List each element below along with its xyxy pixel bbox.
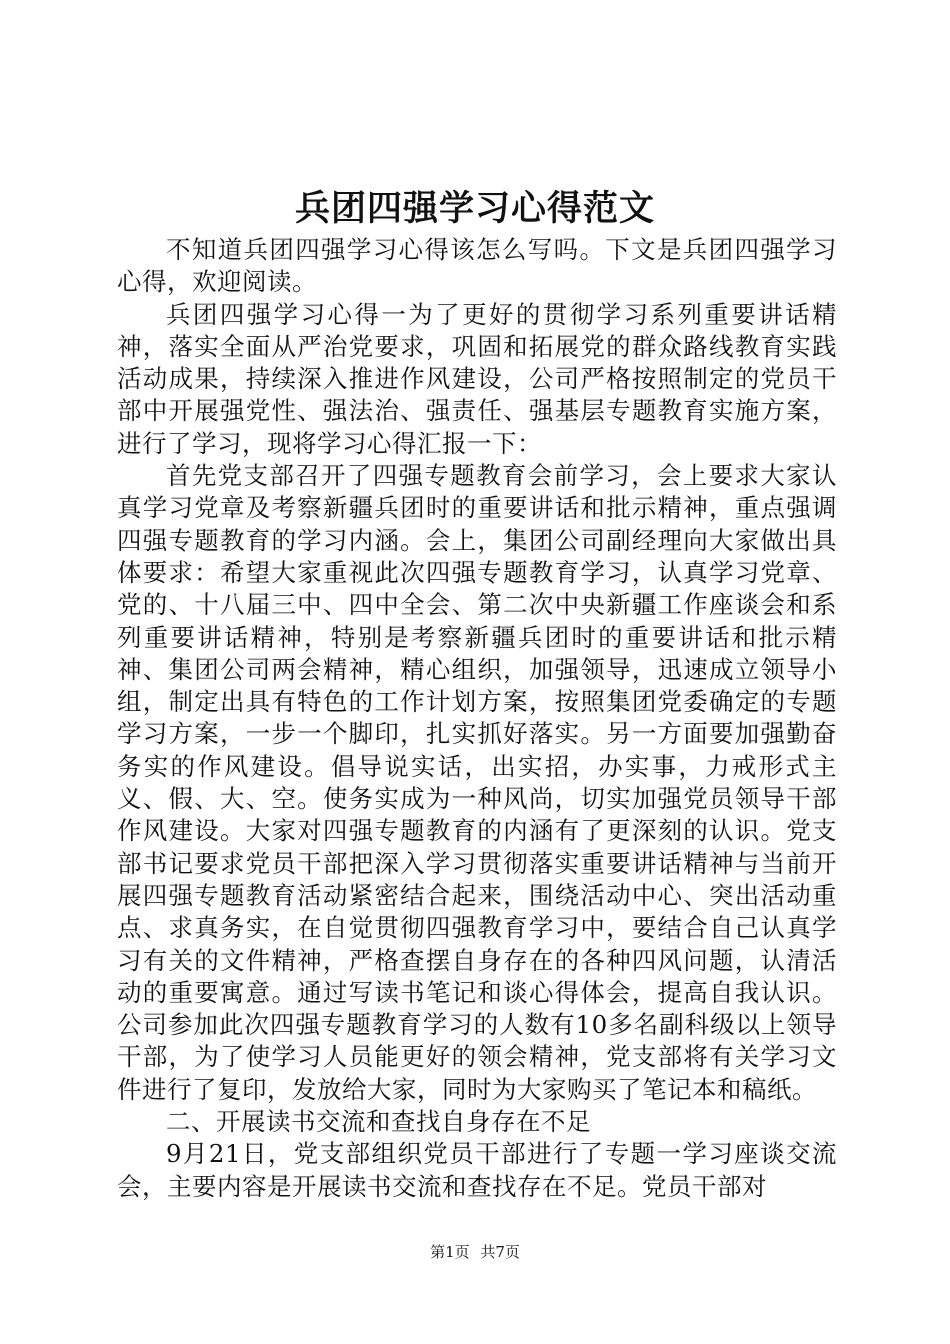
document-title: 兵团四强学习心得范文 xyxy=(294,188,655,229)
paragraph-3: 9月21日，党支部组织党员干部进行了专题一学习座谈交流会，主要内容是开展读书交流和查找存在不足。党员干部对 xyxy=(117,1139,837,1201)
paragraph-intro: 不知道兵团四强学习心得该怎么写吗。下文是兵团四强学习心得，欢迎阅读。 xyxy=(117,235,837,297)
page-footer xyxy=(0,1242,950,1262)
page-total: 共7页 xyxy=(480,1243,520,1261)
paragraph-1: 兵团四强学习心得一为了更好的贯彻学习系列重要讲话精神，落实全面从严治党要求，巩固和拓展党的群众路线教育实践活动成果，持续深入推进作风建设，公司严格按照制定的党员干部中开展强党性、强法治、强责任、强基层专题教育实施方案，进行了学习，现将学习心得汇报一下： xyxy=(117,299,837,458)
paragraph-2: 首先党支部召开了四强专题教育会前学习，会上要求大家认真学习党章及考察新疆兵团时的重要讲话和批示精神，重点强调四强专题教育的学习内涵。会上，集团公司副经理向大家做出具体要求：希望大家重视此次四强专题教育学习，认真学习党章、党的、十八届三中、四中全会、第二次中央新疆工作座谈会和系列重要讲话精神，特别是考察新疆兵团时的重要讲话和批示精神、集团公司两会精神，精心组织，加强领导，迅速成立领导小组，制定出具有特色的工作计划方案，按照集团党委确定的专题学习方案，一步一个脚印，扎实抓好落实。另一方面要加强勤奋务实的作风建设。倡导说实话，出实招，办实事，力戒形式主义、假、大、空。使务实成为一种风尚，切实加强党员领导干部作风建设。大家对四强专题教育的内涵有了更深刻的认识。党支部书记要求党员干部把深入学习贯彻落实重要讲话精神与当前开展四强专题教育活动紧密结合起来，围绕活动中心、突出活动重点、求真务实，在自觉贯彻四强教育学习中，要结合自己认真学习有关的文件精神，严格查摆自身存在的各种四风问题，认清活动的重要寓意。通过写读书笔记和谈心得体会，提高自我认识。公司参加此次四强专题教育学习的人数有10多名副科级以上领导干部，为了使学习人员能更好的领会精神，党支部将有关学习文件进行了复印，发放给大家，同时为大家购买了笔记本和稿纸。 xyxy=(117,461,837,1104)
document-body xyxy=(117,234,837,1203)
section-heading-2: 二、开展读书交流和查找自身存在不足 xyxy=(166,1107,591,1137)
page-number: 第1页 xyxy=(430,1243,470,1261)
